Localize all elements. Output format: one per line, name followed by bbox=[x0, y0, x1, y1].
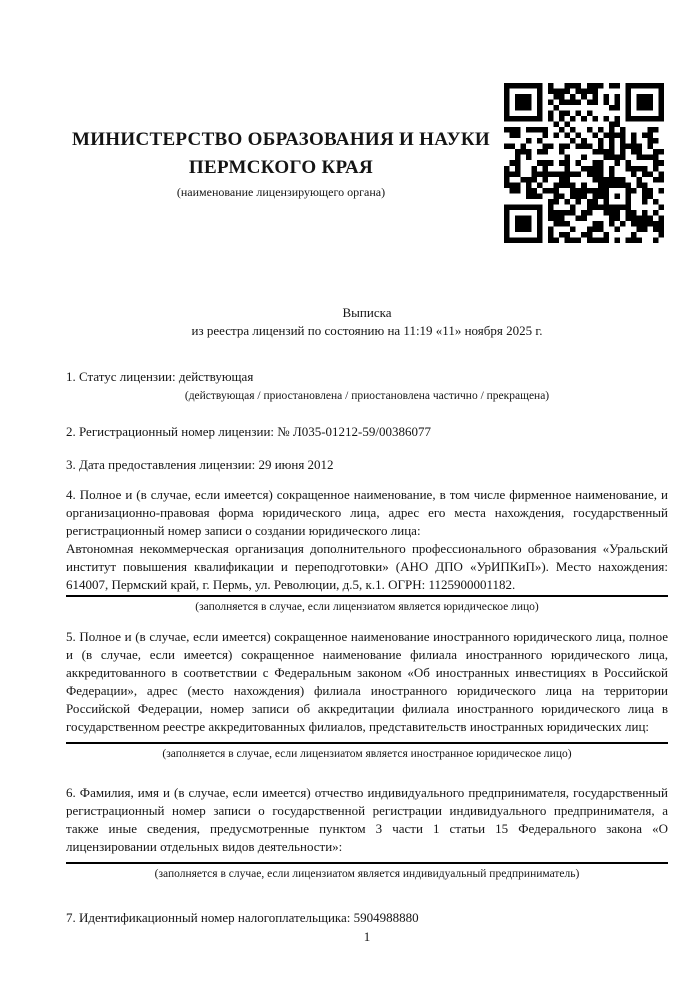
document-item bbox=[66, 909, 668, 927]
item-text: 4. Полное и (в случае, если имеется) сокращенное наименование, в том числе фирменное наименование, и организационно-правовая форма юридического лица, адрес его места нахождения, государственный регистрационный номер записи о создании юридического лица: bbox=[66, 487, 668, 538]
document-item bbox=[66, 628, 668, 762]
document-title bbox=[66, 304, 668, 340]
blank-fill-space bbox=[66, 736, 668, 741]
fill-in-rule bbox=[66, 862, 668, 864]
item-text: 5. Полное и (в случае, если имеется) сокращенное наименование иностранного юридического лица, полное и (в случае, если имеется) сокращенное наименование филиала иностранного юридического лица, аккредитованного в соответствии с Федеральным законом «Об иностранных инвестициях в Российской Федерации», адрес (место нахождения) филиала иностранного юридического лица на территории Российской Федерации, номер записи об аккредитации филиала иностранного юридического лица в государственном реестре аккредитованных филиалов, представительств иностранных юридических лиц: bbox=[66, 629, 668, 734]
item-text: 2. Регистрационный номер лицензии: № Л035-01212-59/00386077 bbox=[66, 424, 432, 439]
item-text: 6. Фамилия, имя и (в случае, если имеется) отчество индивидуального предпринимателя, государственный регистрационный номер записи о государственной регистрации индивидуального предпринимателя, а также иные сведения, предусмотренные пунктом 3 части 1 статьи 15 Федерального закона «О лицензировании отдельных видов деятельности»: bbox=[66, 785, 668, 854]
item-caption: (заполняется в случае, если лицензиатом является юридическое лицо) bbox=[195, 601, 539, 613]
fill-in-rule bbox=[66, 742, 668, 744]
document-item bbox=[66, 486, 668, 615]
document-title-line1: Выписка bbox=[342, 305, 392, 320]
items-list bbox=[66, 368, 668, 927]
item-caption: (действующая / приостановлена / приостановлена частично / прекращена) bbox=[184, 390, 550, 402]
item-text: 3. Дата предоставления лицензии: 29 июня 2012 bbox=[66, 457, 334, 472]
fill-in-rule bbox=[66, 595, 668, 597]
document-item bbox=[66, 784, 668, 882]
document-title-line2: из реестра лицензий по состоянию на 11:19 «11» ноября 2025 г. bbox=[191, 323, 543, 338]
ministry-header bbox=[66, 126, 496, 200]
item-caption: (заполняется в случае, если лицензиатом является индивидуальный предприниматель) bbox=[154, 868, 580, 880]
ministry-name-line1: МИНИСТЕРСТВО ОБРАЗОВАНИЯ И НАУКИ bbox=[71, 129, 491, 150]
item-text: 7. Идентификационный номер налогоплательщика: 5904988880 bbox=[66, 910, 419, 925]
item-text: Автономная некоммерческая организация дополнительного профессионального образования «Уральский институт повышения квалификации и переподготовки» (АНО ДПО «УрИПКиП»). Место нахождения: 614007, Пермский край, г. Пермь, ул. Революции, д.5, к.1. ОГРН: 1125900001182. bbox=[66, 541, 668, 592]
blank-fill-space bbox=[66, 856, 668, 861]
ministry-name-line2: ПЕРМСКОГО КРАЯ bbox=[188, 157, 374, 178]
item-text: 1. Статус лицензии: действующая bbox=[66, 369, 254, 384]
document-item bbox=[66, 456, 668, 474]
page-number: 1 bbox=[363, 929, 371, 944]
item-caption: (заполняется в случае, если лицензиатом является иностранное юридическое лицо) bbox=[162, 748, 572, 760]
licensing-authority-caption: (наименование лицензирующего органа) bbox=[176, 185, 386, 199]
document-item bbox=[66, 368, 668, 404]
document-item bbox=[66, 423, 668, 441]
